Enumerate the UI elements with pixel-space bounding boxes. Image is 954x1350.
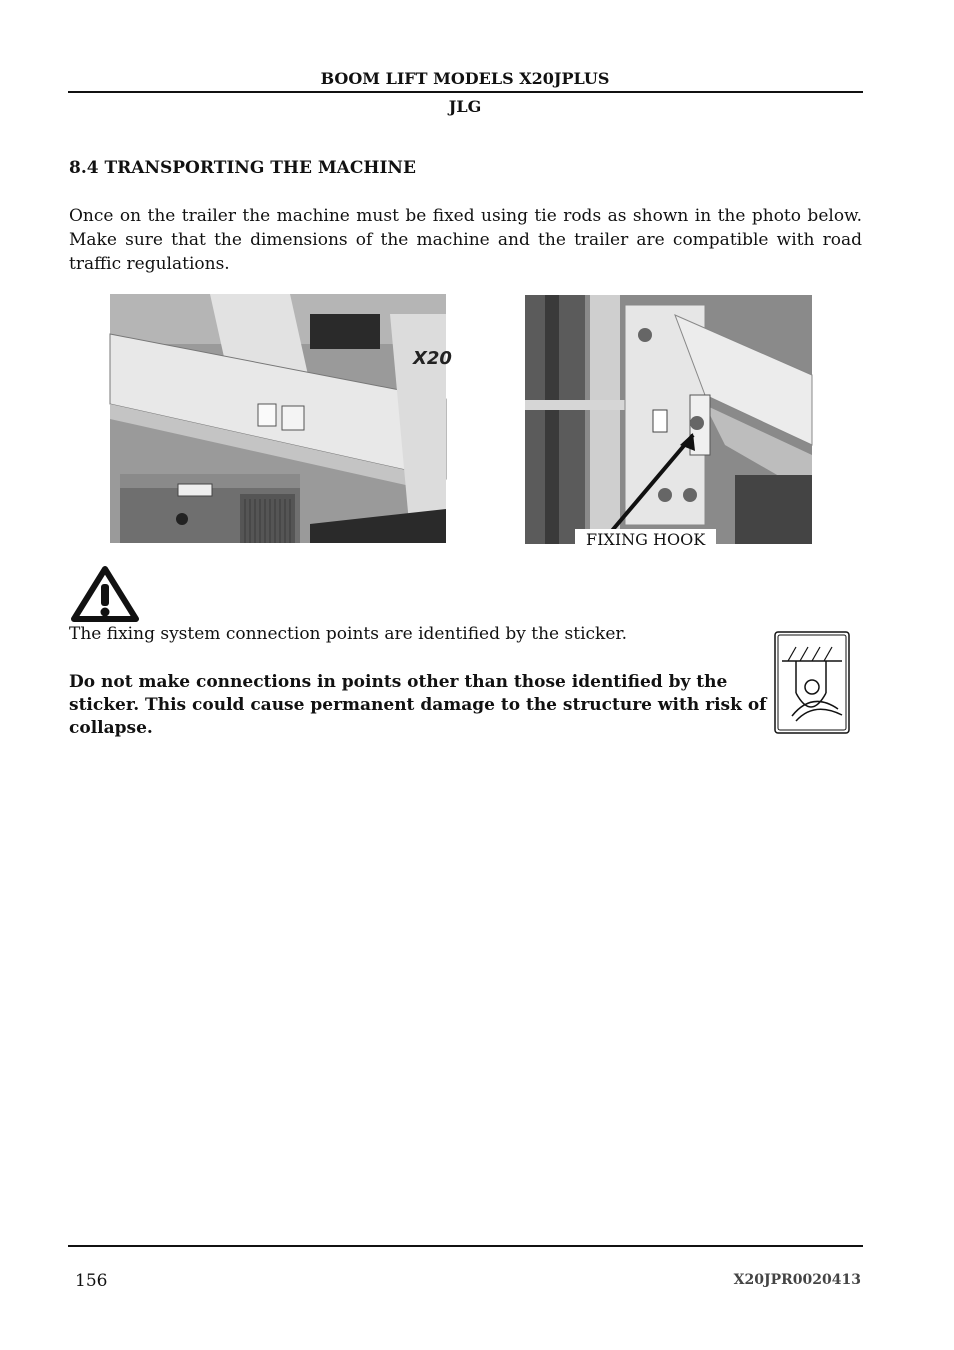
fixing-hook-illustration: [525, 295, 812, 544]
section-title: 8.4 TRANSPORTING THE MACHINE: [69, 158, 416, 178]
document-code: X20JPR0020413: [733, 1272, 861, 1288]
connection-warning: Do not make connections in points other than those identified by the sticker. This could cause permanent damage to the structure with risk of collapse.: [69, 672, 767, 738]
tie-down-hook-icon: [774, 631, 850, 734]
model-decal-text: X20: [413, 348, 452, 369]
fixing-hook-photo: [525, 295, 812, 544]
machine-boom-photo: [110, 294, 452, 543]
header-rule: [68, 91, 863, 93]
fixing-hook-callout: FIXING HOOK: [575, 529, 716, 551]
sticker-note: The fixing system connection points are identified by the sticker.: [69, 624, 628, 644]
warning-triangle-icon: [71, 566, 139, 626]
running-header-brand: JLG: [448, 97, 482, 116]
running-header-title: BOOM LIFT MODELS X20JPLUS: [320, 69, 610, 88]
machine-boom-illustration: [110, 294, 452, 543]
intro-paragraph: Once on the trailer the machine must be fixed using tie rods as shown in the photo below. Make sure that the dimensions of the machine and the trailer are compatible with road traffic regulations.: [69, 206, 862, 274]
page-number: 156: [75, 1271, 108, 1291]
footer-rule: [68, 1245, 863, 1247]
